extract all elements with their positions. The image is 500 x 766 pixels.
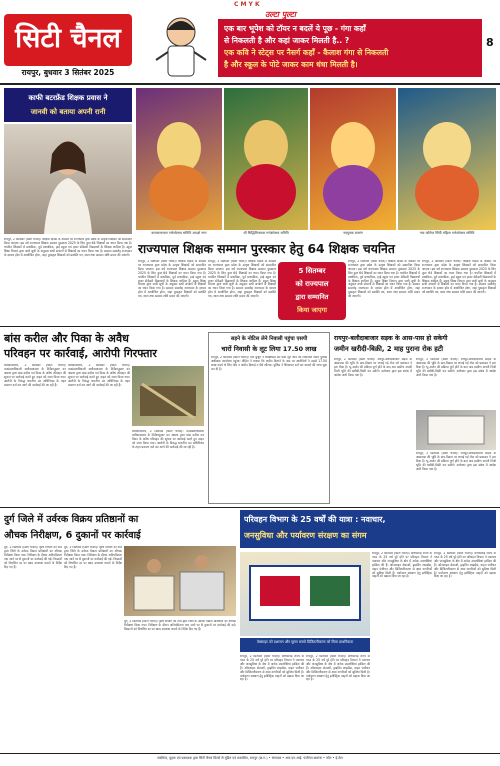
- masthead-title: सिटी चैनल: [15, 23, 121, 54]
- footer-imprint: स्वामित्व, मुद्रक एवं प्रकाशक द्वारा सिटी चैनल प्रिंटर्स से मुद्रित एवं प्रकाशित, रायपुर (छ.ग.) • संपादक • आर.एन.आई. पंजीयन क्रमांक • फोन • ई-मेल: [157, 756, 343, 760]
- durg-body-col-2: दुर्ग, 2 सितम्बर (सिटी चैनल)। कृषि विभाग की टीम द्वारा जिले के उर्वरक विक्रय प्रतिष्ठानों का औचक निरीक्षण किया गया। निरीक्षण के दौरान अनियमितता पाए जाने पर 6 दुकानों पर कार्रवाई की गई। किसानों को निर्धारित दर पर खाद उपलब्ध कराने के निर्देश दिए गए हैं।: [64, 546, 122, 569]
- model-heading-box: [4, 88, 132, 122]
- main-story-col-3: रायपुर, 2 सितम्बर (सिटी चैनल)। शिक्षक दिवस के अवसर पर राज्यपाल द्वारा प्रदेश के उत्कृष्ट शिक्षकों को सम्मानित किया जाएगा। इस वर्ष राज्यपाल शिक्षक सम्मान पुरस्कार 2025 के लिए कुल 64 शिक्षकों का चयन किया गया है। चयनित शिक्षकों में प्राथमिक, पूर्व माध्यमिक, हाई स्कूल एवं हायर सेकेंडरी विद्यालयों के शिक्षक शामिल हैं। स्कूल शिक्षा विभाग द्वारा जारी सूची के अनुसार सभी संभागों से शिक्षकों का चयन किया गया है। सम्मान समारोह राजभवन के दरबार हॉल में आयोजित होगा, जहां पुरस्कृत शिक्षकों को प्रशस्ति पत्र, शाल तथा सम्मान राशि प्रदान की जाएगी।: [348, 260, 420, 299]
- road-headline-2: जमीन खरीदी-बिक्री, 2 माह पुराना रोक हटी: [334, 345, 443, 353]
- road-body-col-1: रायपुर, 2 सितम्बर (सिटी चैनल)। रायपुर-बलौदाबाजार सड़क के आसपास की भूमि के क्रय-विक्रय पर लगाई गई रोक को प्रशासन ने हटा दिया है। भू-अर्जन की प्रक्रिया पूर्ण होने के बाद अब ग्रामीण अपनी निजी भूमि की खरीदी-बिक्री कर सकेंगे। कलेक्टर द्वारा इस संबंध में आदेश जारी किया गया है।: [334, 358, 412, 377]
- photo-caption-3: नवयुवक बजरंग: [343, 231, 363, 235]
- ulta-line-3: एक कवि ने स्टेट्स पर नैसर्ग कहाँ - कैलाश गंगा से निकलती: [224, 48, 389, 57]
- bans-photo: [132, 366, 204, 426]
- document-image: [416, 410, 496, 450]
- ulta-label: उल्टा पुल्टा: [265, 10, 296, 19]
- woman-figure-image: [4, 124, 132, 234]
- ganesh-idol-image: [398, 88, 496, 230]
- ulta-line-2: से निकलती है और कहां जाकर मिलती है.. ?: [224, 36, 350, 45]
- ulta-pulta-box: [218, 19, 482, 77]
- transport-body-col-3: रायपुर, 2 सितम्बर (सिटी चैनल)। छत्तीसगढ़ राज्य के गठन के 25 वर्ष पूरे होने पर परिवहन विभाग ने नवाचार और जनसुविधा के क्षेत्र में अनेक उपलब्धियां हासिल की हैं। ऑनलाइन सेवाओं, ड्राइविंग लाइसेंस, वाहन पंजीयन और डिजिटलीकरण से आम नागरिकों को सुविधा मिली है। पर्यावरण संरक्षण हेतु इलेक्ट्रिक वाहनों को बढ़ावा दिया जा रहा है।: [372, 552, 432, 579]
- durg-headline-1: दुर्ग जिले में उर्वरक विक्रय प्रतिष्ठानों का: [4, 514, 139, 525]
- bamboo-seizure-image: [132, 366, 204, 426]
- durg-body-col-1: दुर्ग, 2 सितम्बर (सिटी चैनल)। कृषि विभाग की टीम द्वारा जिले के उर्वरक विक्रय प्रतिष्ठानों का औचक निरीक्षण किया गया। निरीक्षण के दौरान अनियमितता पाए जाने पर 6 दुकानों पर कार्रवाई की गई। किसानों को निर्धारित दर पर खाद उपलब्ध कराने के निर्देश दिए गए हैं।: [4, 546, 62, 569]
- main-story-col-2: रायपुर, 2 सितम्बर (सिटी चैनल)। शिक्षक दिवस के अवसर पर राज्यपाल द्वारा प्रदेश के उत्कृष्ट शिक्षकों को सम्मानित किया जाएगा। इस वर्ष राज्यपाल शिक्षक सम्मान पुरस्कार 2025 के लिए कुल 64 शिक्षकों का चयन किया गया है। चयनित शिक्षकों में प्राथमिक, पूर्व माध्यमिक, हाई स्कूल एवं हायर सेकेंडरी विद्यालयों के शिक्षक शामिल हैं। स्कूल शिक्षा विभाग द्वारा जारी सूची के अनुसार सभी संभागों से शिक्षकों का चयन किया गया है। सम्मान समारोह राजभवन के दरबार हॉल में आयोजित होगा, जहां पुरस्कृत शिक्षकों को प्रशस्ति पत्र, शाल तथा सम्मान राशि प्रदान की जाएगी।: [208, 260, 276, 299]
- transport-caption-box: [240, 638, 370, 652]
- transport-photo: [240, 552, 370, 636]
- transport-body-col-2: रायपुर, 2 सितम्बर (सिटी चैनल)। छत्तीसगढ़ राज्य के गठन के 25 वर्ष पूरे होने पर परिवहन विभाग ने नवाचार और जनसुविधा के क्षेत्र में अनेक उपलब्धियां हासिल की हैं। ऑनलाइन सेवाओं, ड्राइविंग लाइसेंस, वाहन पंजीयन और डिजिटलीकरण से आम नागरिकों को सुविधा मिली है। पर्यावरण संरक्षण हेतु इलेक्ट्रिक वाहनों को बढ़ावा दिया जा रहा है।: [306, 655, 370, 682]
- model-heading-2: जानवी को बताया अपनी रानी: [30, 108, 106, 116]
- tender-headline-2: चारों निवासी के लूट लिया 17.50 लाख: [221, 345, 317, 353]
- section-rule-2: [0, 507, 500, 508]
- durg-photo: [124, 546, 236, 616]
- page-number: 8: [486, 36, 494, 49]
- ganesh-idol-image: [310, 88, 396, 230]
- masthead-box: [4, 14, 132, 66]
- cartoon-figure: [136, 10, 216, 80]
- tender-body: रायपुर, 2 सितम्बर (सिटी चैनल)। एक बुजुर्ग ने धोखाधड़ी कर पैसा लूटे जाने की शिकायत लेकर पुलिस अधीक्षक कार्यालय पहुंचा। पीड़ित ने बताया कि जमीन दिलाने के नाम पर आरोपियों ने उससे 17.50 लाख रुपये ले लिए और न जमीन दिलाई न पैसे लौटाए। पुलिस ने शिकायत दर्ज कर मामले की जांच शुरू कर दी है।: [211, 356, 327, 371]
- transport-headline-box: [240, 510, 496, 548]
- road-headline-1: रायपुर-बलौदाबाजार सड़क के आस-पास हो सकेगी: [334, 335, 448, 342]
- cmyk-label: C M Y K: [234, 1, 260, 8]
- road-body-col-2: रायपुर, 2 सितम्बर (सिटी चैनल)। रायपुर-बलौदाबाजार सड़क के आसपास की भूमि के क्रय-विक्रय पर लगाई गई रोक को प्रशासन ने हटा दिया है। भू-अर्जन की प्रक्रिया पूर्ण होने के बाद अब ग्रामीण अपनी निजी भूमि की खरीदी-बिक्री कर सकेंगे। कलेक्टर द्वारा इस संबंध में आदेश जारी किया गया है।: [416, 358, 496, 377]
- transport-body-col-1: रायपुर, 2 सितम्बर (सिटी चैनल)। छत्तीसगढ़ राज्य के गठन के 25 वर्ष पूरे होने पर परिवहन विभाग ने नवाचार और जनसुविधा के क्षेत्र में अनेक उपलब्धियां हासिल की हैं। ऑनलाइन सेवाओं, ड्राइविंग लाइसेंस, वाहन पंजीयन और डिजिटलीकरण से आम नागरिकों को सुविधा मिली है। पर्यावरण संरक्षण हेतु इलेक्ट्रिक वाहनों को बढ़ावा दिया जा रहा है।: [240, 655, 304, 682]
- road-photo: [416, 410, 496, 450]
- badge-line-2: को राज्यपाल: [295, 280, 329, 288]
- ganesh-idol-image: [136, 88, 222, 230]
- fertilizer-shop-inspection-image: [124, 546, 236, 616]
- main-story-col-1: रायपुर, 2 सितम्बर (सिटी चैनल)। शिक्षक दिवस के अवसर पर राज्यपाल द्वारा प्रदेश के उत्कृष्ट शिक्षकों को सम्मानित किया जाएगा। इस वर्ष राज्यपाल शिक्षक सम्मान पुरस्कार 2025 के लिए कुल 64 शिक्षकों का चयन किया गया है। चयनित शिक्षकों में प्राथमिक, पूर्व माध्यमिक, हाई स्कूल एवं हायर सेकेंडरी विद्यालयों के शिक्षक शामिल हैं। स्कूल शिक्षा विभाग द्वारा जारी सूची के अनुसार सभी संभागों से शिक्षकों का चयन किया गया है। सम्मान समारोह राजभवन के दरबार हॉल में आयोजित होगा, जहां पुरस्कृत शिक्षकों को प्रशस्ति पत्र, शाल तथा सम्मान राशि प्रदान की जाएगी।: [138, 260, 206, 299]
- ulta-line-4: है और स्कूल के पोटे जाकर काम धंधा मिलती है।: [224, 60, 358, 69]
- bans-headline-1: बांस करील और पिका के अवैध: [4, 332, 129, 345]
- ganesh-idol-image: [224, 88, 308, 230]
- masthead-rule: [0, 83, 500, 85]
- durg-body-col-3: दुर्ग, 2 सितम्बर (सिटी चैनल)। कृषि विभाग की टीम द्वारा जिले के उर्वरक विक्रय प्रतिष्ठानों का औचक निरीक्षण किया गया। निरीक्षण के दौरान अनियमितता पाए जाने पर 6 दुकानों पर कार्रवाई की गई। किसानों को निर्धारित दर पर खाद उपलब्ध कराने के निर्देश दिए गए हैं।: [124, 620, 236, 631]
- badge-line-4: किया जाएगा: [297, 306, 327, 314]
- transport-headline-1: परिवहन विभाग के 25 वर्षों की यात्रा : नवाचार,: [244, 515, 386, 524]
- model-heading-1: काफी बटरफ्रेंड शिक्षक प्रवास ने: [28, 94, 108, 102]
- section-rule-1: [0, 326, 500, 327]
- bans-body-col-3: बलौदाबाजार, 2 सितम्बर (सिटी चैनल)। वनमंडलाधिकारी बलौदाबाजार के निर्देशानुसार वन अमला द्वारा बांस करील एवं पिका के अवैध परिवहन की सूचना पर कार्रवाई करते हुए वाहन को जब्त किया गया। आरोपी के विरुद्ध भारतीय वन अधिनियम के तहत प्रकरण दर्ज कर आगे की कार्रवाई की जा रही है।: [132, 430, 204, 449]
- bans-headline-2: परिवहन पर कार्रवाई, आरोपी गिरफ्तार: [4, 347, 157, 360]
- badge-line-1: 5 सितम्बर: [298, 267, 326, 275]
- model-story-body: रायपुर, 2 सितम्बर (सिटी चैनल)। शिक्षक दिवस के अवसर पर राज्यपाल द्वारा प्रदेश के उत्कृष्ट शिक्षकों को सम्मानित किया जाएगा। इस वर्ष राज्यपाल शिक्षक सम्मान पुरस्कार 2025 के लिए कुल 64 शिक्षकों का चयन किया गया है। चयनित शिक्षकों में प्राथमिक, पूर्व माध्यमिक, हाई स्कूल एवं हायर सेकेंडरी विद्यालयों के शिक्षक शामिल हैं। स्कूल शिक्षा विभाग द्वारा जारी सूची के अनुसार सभी संभागों से शिक्षकों का चयन किया गया है। सम्मान समारोह राजभवन के दरबार हॉल में आयोजित होगा, जहां पुरस्कृत शिक्षकों को प्रशस्ति पत्र, शाल तथा सम्मान राशि प्रदान की जाएगी।: [4, 238, 132, 257]
- transport-caption: वेबसाइट को प्रशासन और सुगम बनाये डिजिटलीकरण को मिला प्राथमिकता: [256, 640, 354, 644]
- model-photo: [4, 124, 132, 234]
- transport-office-image: [240, 552, 370, 636]
- photo-caption-1: कलकत्ताधाम गणेशोत्सव समिति आदर्श नगर: [151, 231, 207, 235]
- durg-headline-2: औचक निरीक्षण, 6 दुकानों पर कार्रवाई: [4, 530, 141, 541]
- masthead-dateline: रायपुर, बुधवार 3 सितंबर 2025: [21, 68, 115, 77]
- ganesh-photo-2: [224, 88, 308, 230]
- road-body-col-3: रायपुर, 2 सितम्बर (सिटी चैनल)। रायपुर-बलौदाबाजार सड़क के आसपास की भूमि के क्रय-विक्रय पर लगाई गई रोक को प्रशासन ने हटा दिया है। भू-अर्जन की प्रक्रिया पूर्ण होने के बाद अब ग्रामीण अपनी निजी भूमि की खरीदी-बिक्री कर सकेंगे। कलेक्टर द्वारा इस संबंध में आदेश जारी किया गया है।: [416, 452, 496, 471]
- ganesh-photo-1: [136, 88, 222, 230]
- bans-body-col-1: बलौदाबाजार, 2 सितम्बर (सिटी चैनल)। वनमंडलाधिकारी बलौदाबाजार के निर्देशानुसार वन अमला द्वारा बांस करील एवं पिका के अवैध परिवहन की सूचना पर कार्रवाई करते हुए वाहन को जब्त किया गया। आरोपी के विरुद्ध भारतीय वन अधिनियम के तहत प्रकरण दर्ज कर आगे की कार्रवाई की जा रही है।: [4, 364, 66, 387]
- transport-body-col-4: रायपुर, 2 सितम्बर (सिटी चैनल)। छत्तीसगढ़ राज्य के गठन के 25 वर्ष पूरे होने पर परिवहन विभाग ने नवाचार और जनसुविधा के क्षेत्र में अनेक उपलब्धियां हासिल की हैं। ऑनलाइन सेवाओं, ड्राइविंग लाइसेंस, वाहन पंजीयन और डिजिटलीकरण से आम नागरिकों को सुविधा मिली है। पर्यावरण संरक्षण हेतु इलेक्ट्रिक वाहनों को बढ़ावा दिया जा रहा है।: [434, 552, 496, 579]
- main-story-badge: [278, 262, 346, 320]
- badge-line-3: द्वारा सम्मानित: [295, 293, 329, 301]
- footer-rule: [0, 753, 500, 754]
- main-story-col-4: रायपुर, 2 सितम्बर (सिटी चैनल)। शिक्षक दिवस के अवसर पर राज्यपाल द्वारा प्रदेश के उत्कृष्ट शिक्षकों को सम्मानित किया जाएगा। इस वर्ष राज्यपाल शिक्षक सम्मान पुरस्कार 2025 के लिए कुल 64 शिक्षकों का चयन किया गया है। चयनित शिक्षकों में प्राथमिक, पूर्व माध्यमिक, हाई स्कूल एवं हायर सेकेंडरी विद्यालयों के शिक्षक शामिल हैं। स्कूल शिक्षा विभाग द्वारा जारी सूची के अनुसार सभी संभागों से शिक्षकों का चयन किया गया है। सम्मान समारोह राजभवन के दरबार हॉल में आयोजित होगा, जहां पुरस्कृत शिक्षकों को प्रशस्ति पत्र, शाल तथा सम्मान राशि प्रदान की जाएगी।: [422, 260, 496, 295]
- tender-headline-1: सड़ने के नोटिस लेने निवासी पहुंचा एसपी: [230, 336, 308, 342]
- ganesh-photo-4: [398, 88, 496, 230]
- photo-caption-2: श्री सिद्धिविनायक गणेशोत्सव समिति: [243, 231, 289, 235]
- cartoon-illustration: [136, 10, 216, 80]
- tender-story-box: [208, 332, 330, 504]
- cmyk-strip: [0, 0, 500, 9]
- ganesh-photo-3: [310, 88, 396, 230]
- ulta-line-1: एक बार भूपेश को टॉयर न बदलें ये पूछ - गंगा कहाँ: [224, 24, 366, 33]
- main-headline: राज्यपाल शिक्षक सम्मान पुरस्कार हेतु 64 शिक्षक चयनित: [138, 242, 395, 256]
- photo-caption-4: नया कॉलेज सिंधी महिला गणेशोत्सव समिति: [419, 231, 475, 235]
- transport-headline-2: जनसुविधा और पर्यावरण संरक्षण का संगम: [244, 531, 367, 540]
- bans-body-col-2: बलौदाबाजार, 2 सितम्बर (सिटी चैनल)। वनमंडलाधिकारी बलौदाबाजार के निर्देशानुसार वन अमला द्वारा बांस करील एवं पिका के अवैध परिवहन की सूचना पर कार्रवाई करते हुए वाहन को जब्त किया गया। आरोपी के विरुद्ध भारतीय वन अधिनियम के तहत प्रकरण दर्ज कर आगे की कार्रवाई की जा रही है।: [68, 364, 130, 387]
